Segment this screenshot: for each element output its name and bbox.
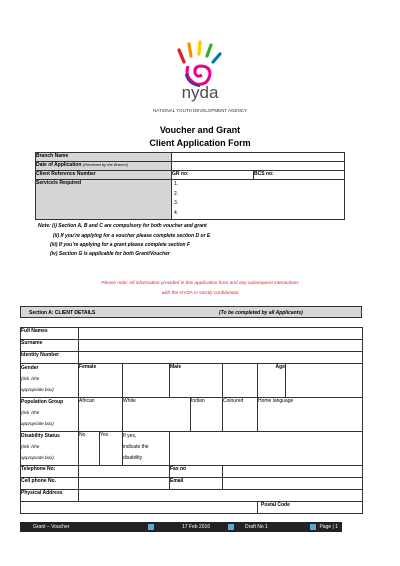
physical-address-label: Physical Address bbox=[21, 490, 79, 502]
footer-divider-icon bbox=[310, 524, 316, 530]
telephone-label: Telephone No: bbox=[21, 466, 79, 478]
cell-phone-field[interactable] bbox=[79, 478, 170, 490]
service-number: 2. bbox=[174, 190, 179, 197]
male-label: Male bbox=[170, 364, 223, 398]
date-of-application-label: Date of Application (Received by the Branch) bbox=[36, 162, 172, 171]
note-1: Note: (i) Section A, B and C are compulsory for both voucher and grant bbox=[38, 223, 207, 229]
client-ref-label: Client Reference Number bbox=[36, 171, 172, 180]
surname-field[interactable] bbox=[79, 340, 363, 352]
services-required-label: Service/s Required bbox=[36, 180, 172, 220]
logo-agency-name: NATIONAL YOUTH DEVELOPMENT AGENCY bbox=[152, 108, 248, 113]
note-2: (ii) If you’re applying for a voucher please complete section D or E bbox=[53, 233, 211, 239]
services-list[interactable] bbox=[172, 180, 345, 220]
african-option[interactable]: African bbox=[79, 398, 123, 432]
age-label: Age bbox=[258, 364, 286, 398]
client-details-table bbox=[20, 327, 363, 514]
footer-bar bbox=[20, 522, 342, 532]
branch-name-field[interactable] bbox=[172, 153, 345, 162]
confidential-note-line1: Please note: All information provided in this application form and any subsequent interactions bbox=[101, 281, 299, 286]
cell-phone-label: Cell phone No. bbox=[21, 478, 79, 490]
note-4: (iv) Section G is applicable for both Grant/Voucher bbox=[50, 251, 170, 257]
indian-option[interactable]: Indian bbox=[191, 398, 223, 432]
telephone-field[interactable] bbox=[79, 466, 170, 478]
footer-draft: Draft No 1 bbox=[245, 524, 268, 530]
logo-wordmark: nyda bbox=[181, 83, 219, 102]
footer-left: Grant – Voucher bbox=[33, 524, 70, 530]
disability-yes-option[interactable]: Yes bbox=[100, 432, 123, 466]
service-number: 4. bbox=[174, 209, 179, 216]
surname-label: Surname bbox=[21, 340, 79, 352]
header-table bbox=[35, 152, 345, 220]
age-field[interactable] bbox=[286, 364, 363, 398]
full-names-label: Full Names bbox=[21, 328, 79, 340]
disability-status-label: Disability Status (tick √the appropriate box) bbox=[21, 432, 79, 466]
footer-date: 17 Feb 2016 bbox=[182, 524, 211, 530]
footer-divider-icon bbox=[228, 524, 234, 530]
physical-address-field[interactable] bbox=[79, 490, 363, 502]
gender-label: Gender (tick √the appropriate box) bbox=[21, 364, 79, 398]
form-title-line2: Client Application Form bbox=[149, 138, 251, 148]
disability-if-yes-label: If yes, indicate the disability bbox=[123, 432, 170, 466]
section-a-header bbox=[20, 306, 362, 318]
form-title-line1: Voucher and Grant bbox=[159, 125, 241, 135]
service-number: 1. bbox=[174, 181, 179, 187]
male-checkbox[interactable] bbox=[223, 364, 258, 398]
email-label: Email bbox=[170, 478, 223, 490]
full-names-field[interactable] bbox=[79, 328, 363, 340]
footer-divider-icon bbox=[148, 524, 154, 530]
gr-no-field[interactable]: GR no: bbox=[172, 171, 254, 180]
email-field[interactable] bbox=[223, 478, 363, 490]
identity-number-field[interactable] bbox=[79, 352, 363, 364]
disability-no-option[interactable]: No bbox=[79, 432, 100, 466]
identity-number-label: Identity Number bbox=[21, 352, 79, 364]
date-of-application-field[interactable] bbox=[172, 162, 345, 171]
white-option[interactable]: White bbox=[123, 398, 191, 432]
fax-label: Fax no bbox=[170, 466, 223, 478]
female-checkbox[interactable] bbox=[123, 364, 170, 398]
nyda-logo bbox=[170, 40, 230, 112]
home-language-field[interactable]: Home language bbox=[258, 398, 363, 432]
bcs-no-field[interactable]: BCS no: bbox=[254, 171, 345, 180]
section-a-title: Section A: CLIENT DETAILS bbox=[29, 310, 96, 316]
branch-name-label: Branch Name bbox=[36, 153, 172, 162]
address-line-field[interactable] bbox=[21, 502, 258, 514]
female-label: Female bbox=[79, 364, 123, 398]
coloured-option[interactable]: Coloured bbox=[223, 398, 258, 432]
confidential-note-line2: with the NYDA in strictly confidential bbox=[161, 291, 239, 296]
date-note: (Received by the Branch) bbox=[82, 162, 128, 167]
service-number: 3. bbox=[174, 200, 179, 206]
population-group-label: Population Group (tick √the appropriate box) bbox=[21, 398, 79, 432]
footer-page: Page | 1 bbox=[319, 524, 338, 530]
postal-code-field[interactable]: Postal Code bbox=[258, 502, 363, 514]
fax-field[interactable] bbox=[223, 466, 363, 478]
section-a-subtitle: (To be completed by all Applicants) bbox=[219, 310, 303, 316]
disability-description-field[interactable] bbox=[170, 432, 363, 466]
note-3: (iii) If you’re applying for a grant please complete section F bbox=[50, 242, 191, 248]
